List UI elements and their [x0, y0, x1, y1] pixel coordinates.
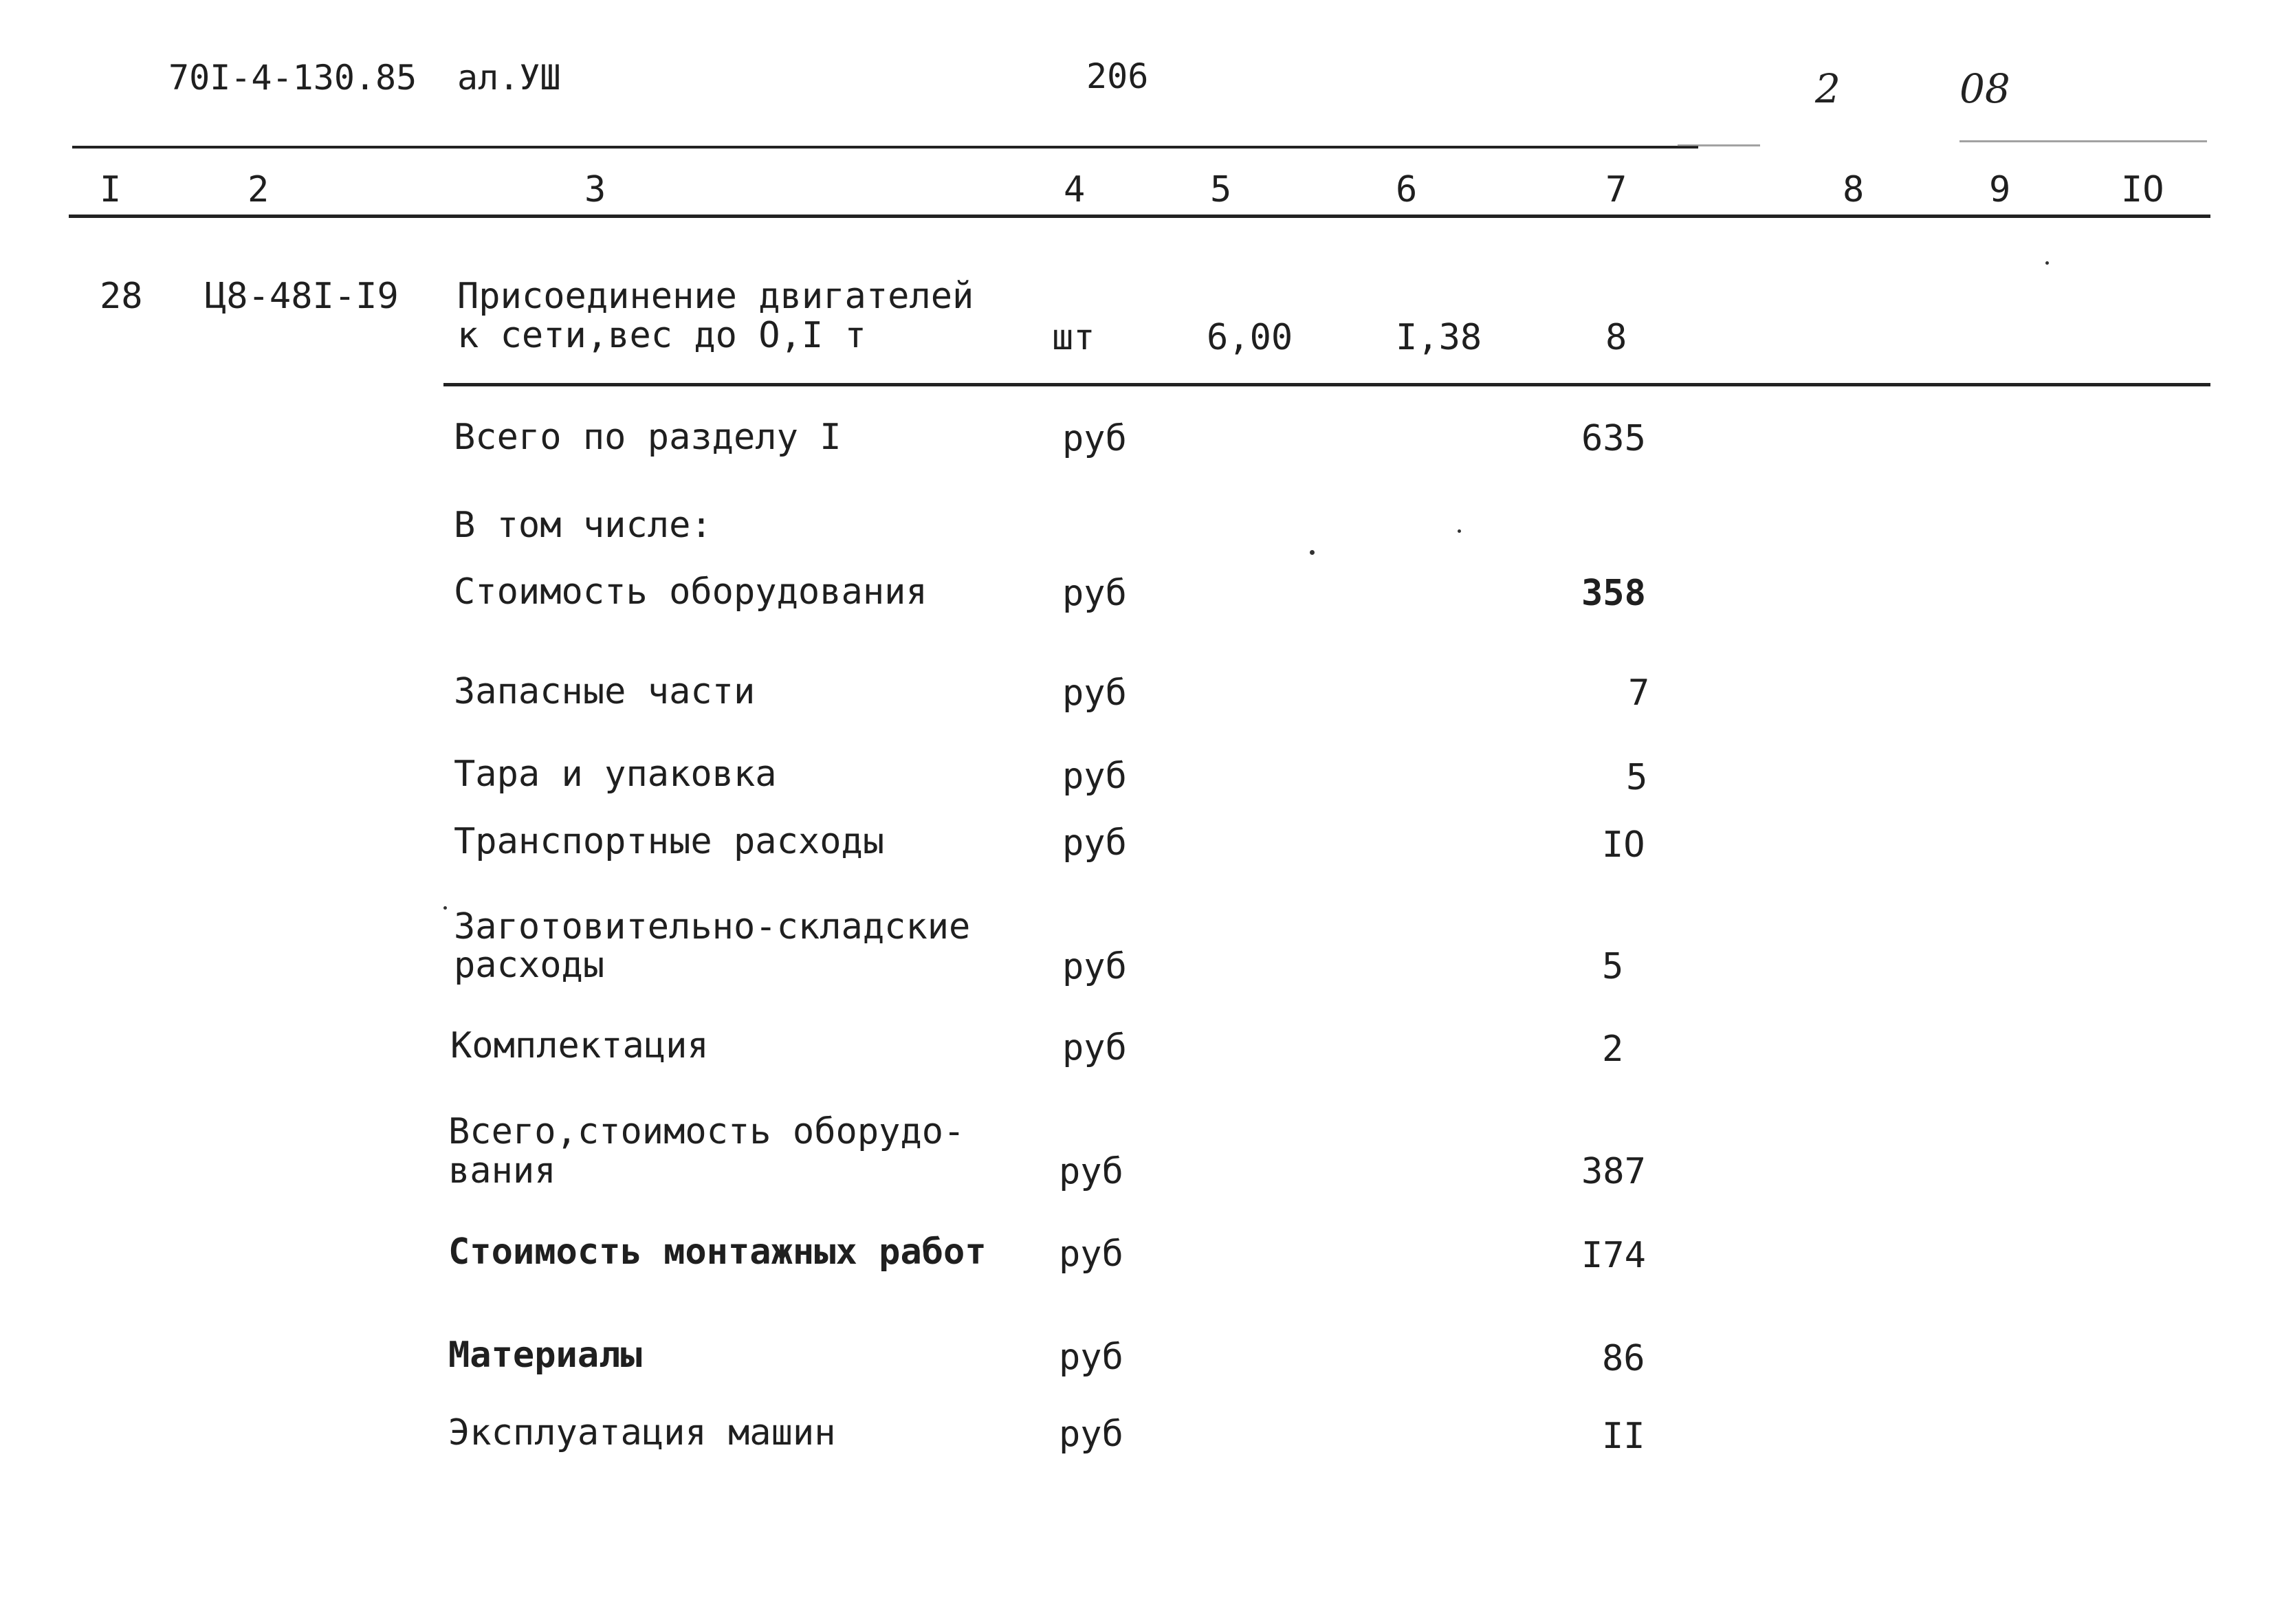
- summary-name: Тара и упаковка: [454, 754, 777, 795]
- summary-name: Транспортные расходы: [454, 821, 885, 862]
- summary-name: Всего,стоимость оборудо-: [448, 1111, 965, 1152]
- summary-unit: руб: [1062, 822, 1127, 864]
- column-header: 2: [248, 169, 270, 210]
- summary-value: 5: [1602, 946, 1624, 987]
- summary-unit: руб: [1059, 1151, 1123, 1192]
- album-label: ал.УШ: [457, 58, 561, 98]
- summary-value: 5: [1626, 757, 1648, 798]
- page-number: 206: [1086, 56, 1149, 96]
- summary-value: 2: [1602, 1029, 1624, 1070]
- rate-code: Ц8-48I-I9: [205, 276, 399, 317]
- summary-unit: руб: [1059, 1337, 1123, 1378]
- summary-unit: руб: [1062, 756, 1127, 797]
- summary-value: 635: [1581, 418, 1646, 459]
- summary-unit: руб: [1062, 1027, 1127, 1068]
- column-header: 4: [1064, 169, 1086, 210]
- handwritten-mark-a: 2: [1815, 65, 1841, 112]
- column-header: 8: [1843, 169, 1865, 210]
- summary-name: В том числе:: [454, 505, 712, 546]
- document-code: 70I-4-130.85: [168, 58, 417, 98]
- summary-unit: руб: [1059, 1233, 1123, 1275]
- header-rule: [69, 215, 2210, 218]
- item-name-line2: к сети,вес до О,I т: [457, 315, 866, 356]
- summary-name: Заготовительно-складские: [454, 906, 971, 947]
- item-unit-price: I,38: [1396, 317, 1482, 358]
- summary-name: Всего по разделу I: [454, 417, 842, 458]
- top-rule: [72, 146, 1698, 149]
- summary-value: II: [1602, 1416, 1645, 1457]
- summary-value: IO: [1602, 824, 1645, 866]
- column-header: IO: [2121, 169, 2164, 210]
- summary-name: Эксплуатация машин: [448, 1412, 836, 1453]
- summary-name: Материалы: [448, 1335, 642, 1376]
- column-header: 6: [1396, 169, 1418, 210]
- handwritten-mark-b: 08: [1959, 65, 2010, 112]
- summary-unit: руб: [1062, 672, 1127, 714]
- summary-name-continued: расходы: [454, 945, 605, 986]
- item-total: 8: [1605, 317, 1627, 358]
- scan-speck: [1458, 529, 1461, 533]
- summary-name: Стоимость монтажных работ: [448, 1231, 987, 1273]
- summary-value: 358: [1581, 573, 1646, 614]
- row-number: 28: [100, 276, 143, 317]
- item-quantity: 6,00: [1207, 317, 1293, 358]
- summary-name: Стоимость оборудования: [454, 571, 927, 613]
- summary-name: Комплектация: [450, 1025, 709, 1066]
- summary-unit: руб: [1062, 946, 1127, 987]
- summary-value: 86: [1602, 1338, 1645, 1379]
- item-unit: шт: [1052, 317, 1095, 358]
- column-header: 9: [1989, 169, 2011, 210]
- column-header: 7: [1605, 169, 1627, 210]
- summary-value: 7: [1628, 672, 1650, 714]
- scan-speck: [443, 906, 447, 910]
- top-rule-fragment-right: [1959, 140, 2207, 142]
- item-rule: [443, 383, 2210, 386]
- summary-value: 387: [1581, 1151, 1646, 1192]
- column-header: I: [100, 169, 122, 210]
- summary-name-continued: вания: [448, 1150, 556, 1192]
- summary-name: Запасные части: [454, 671, 756, 712]
- column-header: 3: [584, 169, 606, 210]
- summary-value: I74: [1581, 1235, 1646, 1276]
- summary-unit: руб: [1059, 1414, 1123, 1455]
- column-header: 5: [1210, 169, 1232, 210]
- scan-speck: [2045, 261, 2049, 265]
- item-name-line1: Присоединение двигателей: [457, 276, 974, 317]
- summary-unit: руб: [1062, 573, 1127, 614]
- summary-unit: руб: [1062, 418, 1127, 459]
- scan-speck: [1310, 550, 1315, 555]
- top-rule-fragment: [1678, 144, 1760, 146]
